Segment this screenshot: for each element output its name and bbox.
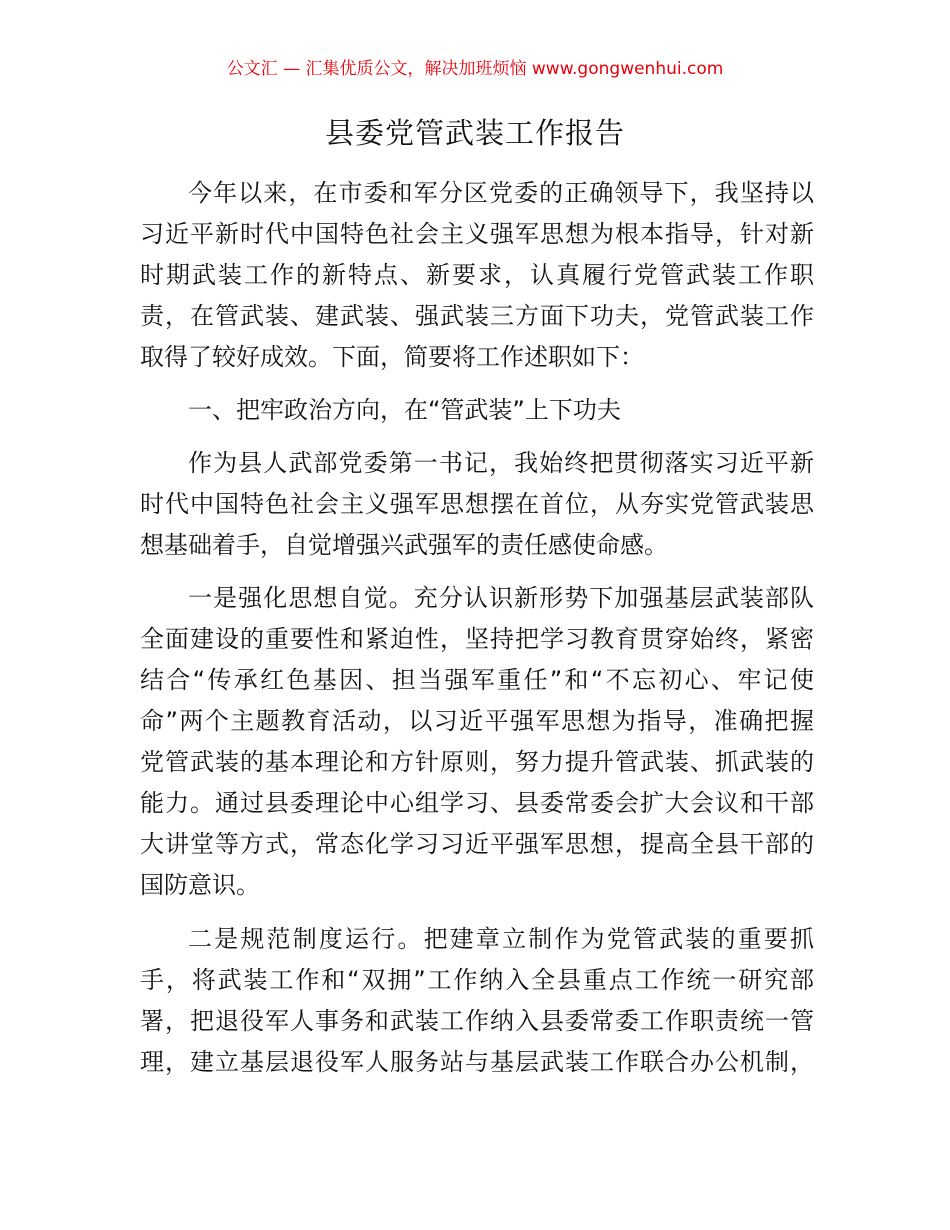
text-line: 习近平新时代中国特色社会主义强军思想为根本指导，针对新	[140, 220, 814, 248]
text-line: 署，把退役军人事务和武装工作纳入县委常委工作职责统一管	[140, 1007, 814, 1035]
text-line: 党管武装的基本理论和方针原则，努力提升管武装、抓武装的	[140, 748, 814, 776]
text-line: 一是强化思想自觉。充分认识新形势下加强基层武装部队	[188, 584, 814, 612]
text-line: 想基础着手，自觉增强兴武强军的责任感使命感。	[140, 531, 668, 559]
text-line: 作为县人武部党委第一书记，我始终把贯彻落实习近平新	[188, 449, 814, 477]
text-line: 责，在管武装、建武装、强武装三方面下功夫，党管武装工作	[140, 302, 814, 330]
document-title: 县委党管武装工作报告	[324, 116, 625, 150]
text-line: 全面建设的重要性和紧迫性，坚持把学习教育贯穿始终，紧密	[140, 625, 814, 653]
text-line: 结合“传承红色基因、担当强军重任”和“不忘初心、牢记使	[140, 666, 814, 694]
text-line: 能力。通过县委理论中心组学习、县委常委会扩大会议和干部	[140, 789, 814, 817]
text-line: 大讲堂等方式，常态化学习习近平强军思想，提高全县干部的	[140, 830, 814, 858]
text-line: 今年以来，在市委和军分区党委的正确领导下，我坚持以	[188, 179, 814, 207]
text-line: 理，建立基层退役军人服务站与基层武装工作联合办公机制，	[140, 1048, 814, 1076]
text-line: 取得了较好成效。下面，简要将工作述职如下：	[140, 343, 644, 371]
text-line: 时代中国特色社会主义强军思想摆在首位，从夯实党管武装思	[140, 490, 814, 518]
text-line: 时期武装工作的新特点、新要求，认真履行党管武装工作职	[140, 261, 814, 289]
section-heading-text: 一、把牢政治方向，在“管武装”上下功夫	[188, 396, 621, 424]
text-line: 二是规范制度运行。把建章立制作为党管武装的重要抓	[188, 925, 814, 953]
site-banner: 公文汇 — 汇集优质公文，解决加班烦恼 www.gongwenhui.com	[226, 59, 724, 79]
text-line: 命”两个主题教育活动，以习近平强军思想为指导，准确把握	[140, 707, 814, 735]
text-line: 国防意识。	[140, 871, 260, 899]
text-line: 手，将武装工作和“双拥”工作纳入全县重点工作统一研究部	[140, 966, 814, 994]
